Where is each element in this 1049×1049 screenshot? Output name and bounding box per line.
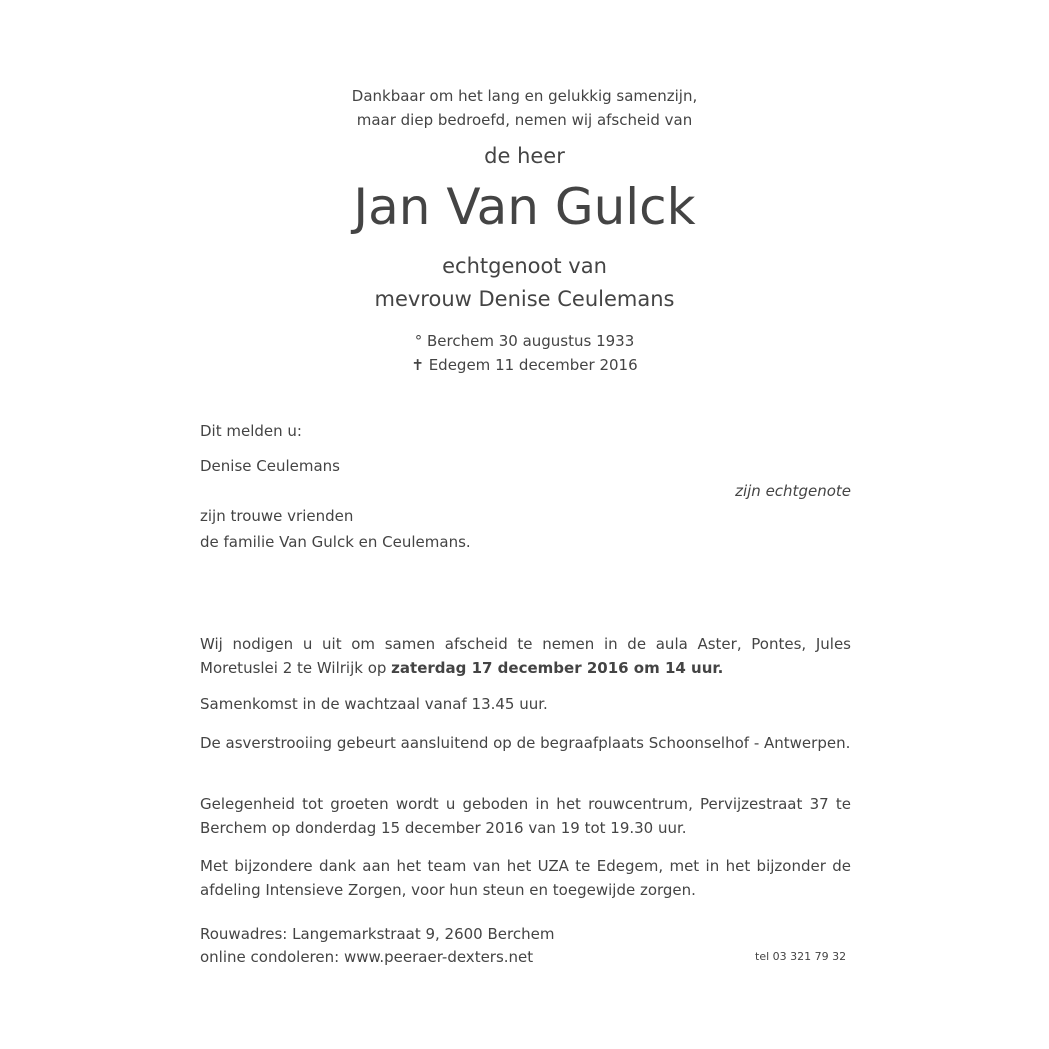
deceased-name: Jan Van Gulck: [353, 178, 696, 236]
birth-date: ° Berchem 30 augustus 1933: [414, 332, 635, 350]
phone-number: tel 03 321 79 32: [755, 950, 847, 963]
announcer-spouse-relation: zijn echtgenote: [735, 482, 851, 500]
death-date-line: [0, 353, 1049, 377]
announcer-family: de familie Van Gulck en Ceulemans.: [200, 533, 471, 551]
spouse-line-2: mevrouw Denise Ceulemans: [374, 287, 675, 311]
announcer-spouse-name: Denise Ceulemans: [200, 457, 340, 475]
mourning-address: Rouwadres: Langemarkstraat 9, 2600 Berchem: [200, 925, 555, 943]
gathering-note: Samenkomst in de wachtzaal vanaf 13.45 uur.: [200, 695, 548, 713]
intro-line-1: Dankbaar om het lang en gelukkig samenzijn,: [351, 87, 698, 105]
thanks-note: Met bijzondere dank aan het team van het UZA te Edegem, met in het bijzonder de afdeling Intensieve Zorgen, voor hun steun en toegewijde zorgen.: [200, 857, 851, 899]
cross-icon: ✝: [411, 356, 424, 374]
invitation-date: zaterdag 17 december 2016 om 14 uur.: [391, 659, 724, 677]
intro-text: [0, 84, 1049, 132]
spouse-block: [0, 250, 1049, 316]
announcers-intro: Dit melden u:: [200, 422, 302, 440]
invitation-text: Wij nodigen u uit om samen afscheid te nemen in de aula Aster, Pontes, Jules Moretuslei 2 te Wilrijk op: [200, 635, 851, 677]
life-dates: [0, 329, 1049, 377]
scattering-note: De asverstrooiing gebeurt aansluitend op de begraafplaats Schoonselhof - Antwerpen.: [200, 734, 851, 752]
death-date: Edegem 11 december 2016: [423, 356, 638, 374]
ceremony-invitation: [200, 632, 851, 680]
announcer-friends: zijn trouwe vrienden: [200, 507, 354, 525]
online-condolences: online condoleren: www.peeraer-dexters.net: [200, 948, 534, 966]
intro-line-2: maar diep bedroefd, nemen wij afscheid van: [356, 111, 693, 129]
spouse-line-1: echtgenoot van: [442, 254, 607, 278]
visitation-note: Gelegenheid tot groeten wordt u geboden in het rouwcentrum, Pervijzestraat 37 te Berchem op donderdag 15 december 2016 van 19 tot 19.30 uur.: [200, 795, 851, 837]
title-prefix: de heer: [484, 144, 565, 168]
